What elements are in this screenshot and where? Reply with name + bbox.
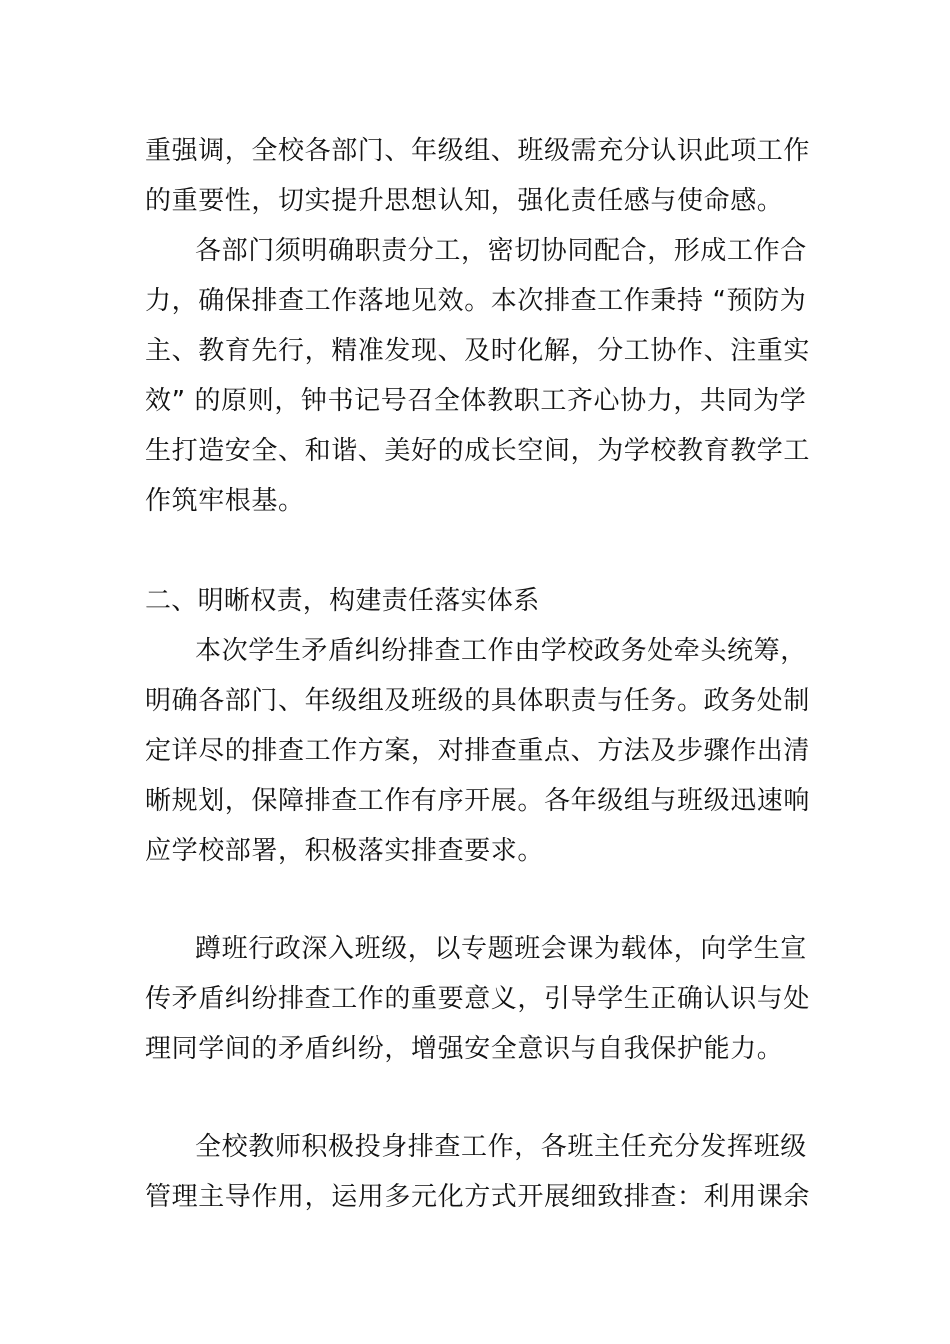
paragraph-4-line-3: 理同学间的矛盾纠纷，增强安全意识与自我保护能力。 xyxy=(145,1034,784,1064)
paragraph-3-line-5: 应学校部署，积极落实排查要求。 xyxy=(145,836,545,866)
paragraph-4-line-1: 蹲班行政深入班级，以专题班会课为载体，向学生宣 xyxy=(195,934,807,964)
paragraph-2-line-2: 力，确保排查工作落地见效。本次排查工作秉持 “预防为 xyxy=(145,286,807,316)
paragraph-5-line-2: 管理主导作用，运用多元化方式开展细致排查：利用课余 xyxy=(145,1182,811,1212)
paragraph-1-line-1: 重强调，全校各部门、年级组、班级需充分认识此项工作 xyxy=(145,136,811,166)
paragraph-3-line-2: 明确各部门、年级组及班级的具体职责与任务。政务处制 xyxy=(145,686,811,716)
paragraph-4-line-2: 传矛盾纠纷排查工作的重要意义，引导学生正确认识与处 xyxy=(145,984,811,1014)
paragraph-2-line-4: 效” 的原则，钟书记号召全体教职工齐心协力，共同为学 xyxy=(145,386,807,416)
paragraph-3-line-3: 定详尽的排查工作方案，对排查重点、方法及步骤作出清 xyxy=(145,736,811,766)
paragraph-5-line-1: 全校教师积极投身排查工作，各班主任充分发挥班级 xyxy=(195,1132,807,1162)
paragraph-2-line-1: 各部门须明确职责分工，密切协同配合，形成工作合 xyxy=(195,236,807,266)
section-heading: 二、明晰权责，构建责任落实体系 xyxy=(145,586,540,616)
paragraph-2-line-3: 主、教育先行，精准发现、及时化解，分工协作、注重实 xyxy=(145,336,811,366)
paragraph-3-line-4: 晰规划，保障排查工作有序开展。各年级组与班级迅速响 xyxy=(145,786,811,816)
paragraph-2-line-5: 生打造安全、和谐、美好的成长空间，为学校教育教学工 xyxy=(145,436,811,466)
paragraph-3-line-1: 本次学生矛盾纠纷排查工作由学校政务处牵头统筹， xyxy=(195,636,807,666)
paragraph-1-line-2: 的重要性，切实提升思想认知，强化责任感与使命感。 xyxy=(145,186,784,216)
paragraph-2-line-6: 作筑牢根基。 xyxy=(145,486,305,516)
